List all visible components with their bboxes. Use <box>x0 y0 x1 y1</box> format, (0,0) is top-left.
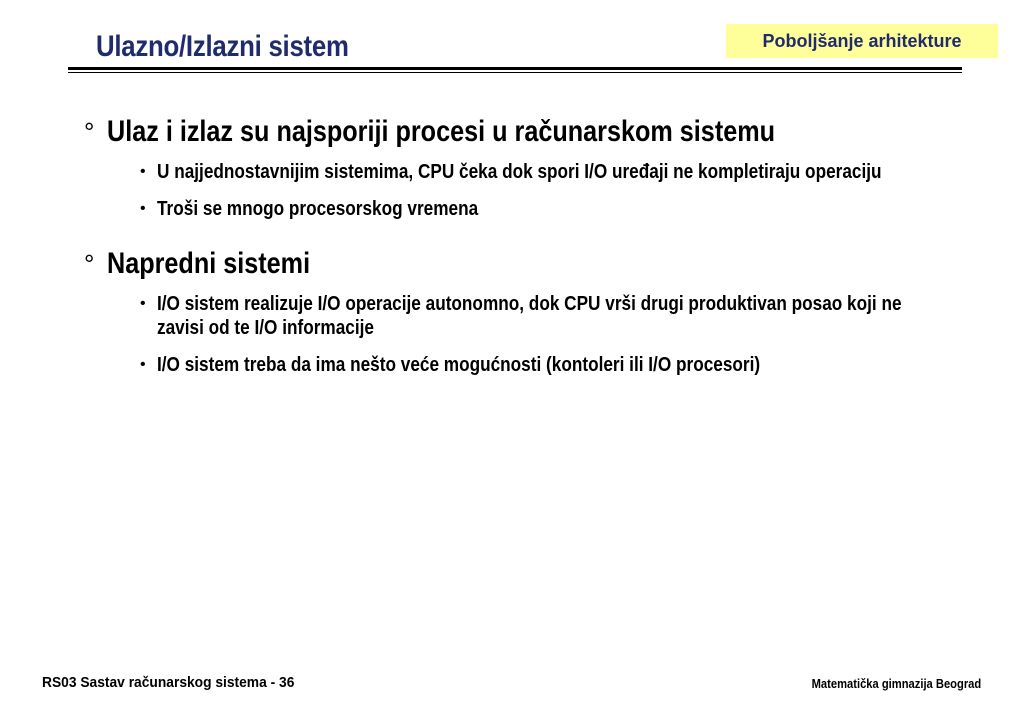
footer-slide-number: RS03 Sastav računarskog sistema - 36 <box>42 674 295 691</box>
slide-title: Ulazno/Izlazni sistem <box>96 30 349 63</box>
section-heading <box>84 244 964 284</box>
section-spacer <box>84 234 964 244</box>
list-item-text: U najjednostavnijim sistemima, CPU čeka dok spori I/O uređaji ne kompletiraju operaciju <box>157 161 882 183</box>
section-heading-text: Ulaz i izlaz su najsporiji procesi u računarskom sistemu <box>107 115 776 148</box>
list-item <box>140 160 964 184</box>
bullet-dot-icon: • <box>140 356 146 373</box>
bullet-list <box>84 160 964 221</box>
bullet-list <box>84 292 964 377</box>
list-item-text: Troši se mnogo procesorskog vremena <box>157 198 479 220</box>
section-2 <box>84 244 964 377</box>
bullet-dot-icon: • <box>140 200 146 217</box>
header-rule-thin <box>68 72 962 73</box>
slide-content <box>84 112 964 390</box>
list-item-text: I/O sistem realizuje I/O operacije autonomno, dok CPU vrši drugi produktivan posao koji ne zavisi od te I/O informacije <box>157 293 902 339</box>
degree-bullet-icon: ° <box>84 249 95 279</box>
bullet-dot-icon: • <box>140 163 146 180</box>
header-rule-thick <box>68 67 962 70</box>
list-item <box>140 292 964 340</box>
footer-institution: Matematička gimnazija Beograd <box>811 676 981 691</box>
section-heading-text: Napredni sistemi <box>107 247 311 280</box>
list-item-text: I/O sistem treba da ima nešto veće mogućnosti (kontoleri ili I/O procesori) <box>157 354 761 376</box>
list-item <box>140 197 964 221</box>
list-item <box>140 353 964 377</box>
section-heading <box>84 112 964 152</box>
section-1 <box>84 112 964 221</box>
bullet-dot-icon: • <box>140 295 146 312</box>
degree-bullet-icon: ° <box>84 117 95 147</box>
section-badge: Poboljšanje arhitekture <box>726 24 998 58</box>
